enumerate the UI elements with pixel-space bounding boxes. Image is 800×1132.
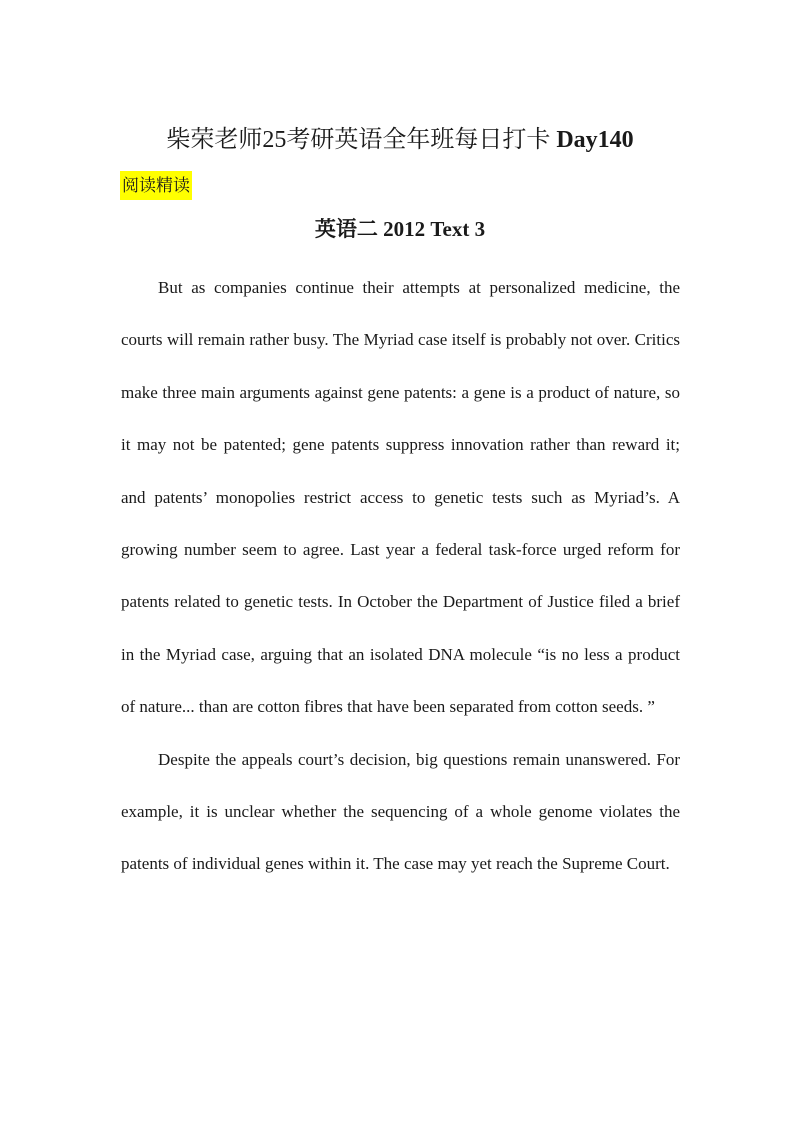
day-counter: Day140	[556, 127, 634, 153]
section-label-highlight: 阅读精读	[120, 171, 192, 200]
passage-paragraph-1: But as companies continue their attempts at personalized medicine, the courts will remain rather busy. The Myriad case itself is probably not over. Critics make three main arguments against gene patents: a gene is a product of nature, so it may not be patented; gene patents suppress innovation rather than reward it; and patents’ monopolies restrict access to genetic tests such as Myriad’s. A growing number seem to agree. Last year a federal task-force urged reform for patents related to genetic tests. In October the Department of Justice filed a brief in the Myriad case, arguing that an isolated DNA molecule “is no less a product of nature... than are cotton fibres that have been separated from cotton seeds. ”	[121, 278, 680, 717]
text-heading: 英语二 2012 Text 3	[314, 217, 486, 241]
page-title	[0, 124, 800, 156]
title-text: 柴荣老师25考研英语全年班每日打卡	[166, 127, 551, 153]
passage-body	[121, 262, 680, 891]
passage-paragraph-2: Despite the appeals court’s decision, big questions remain unanswered. For example, it is unclear whether the sequencing of a whole genome violates the patents of individual genes within it. The case may yet reach the Supreme Court.	[121, 749, 680, 874]
